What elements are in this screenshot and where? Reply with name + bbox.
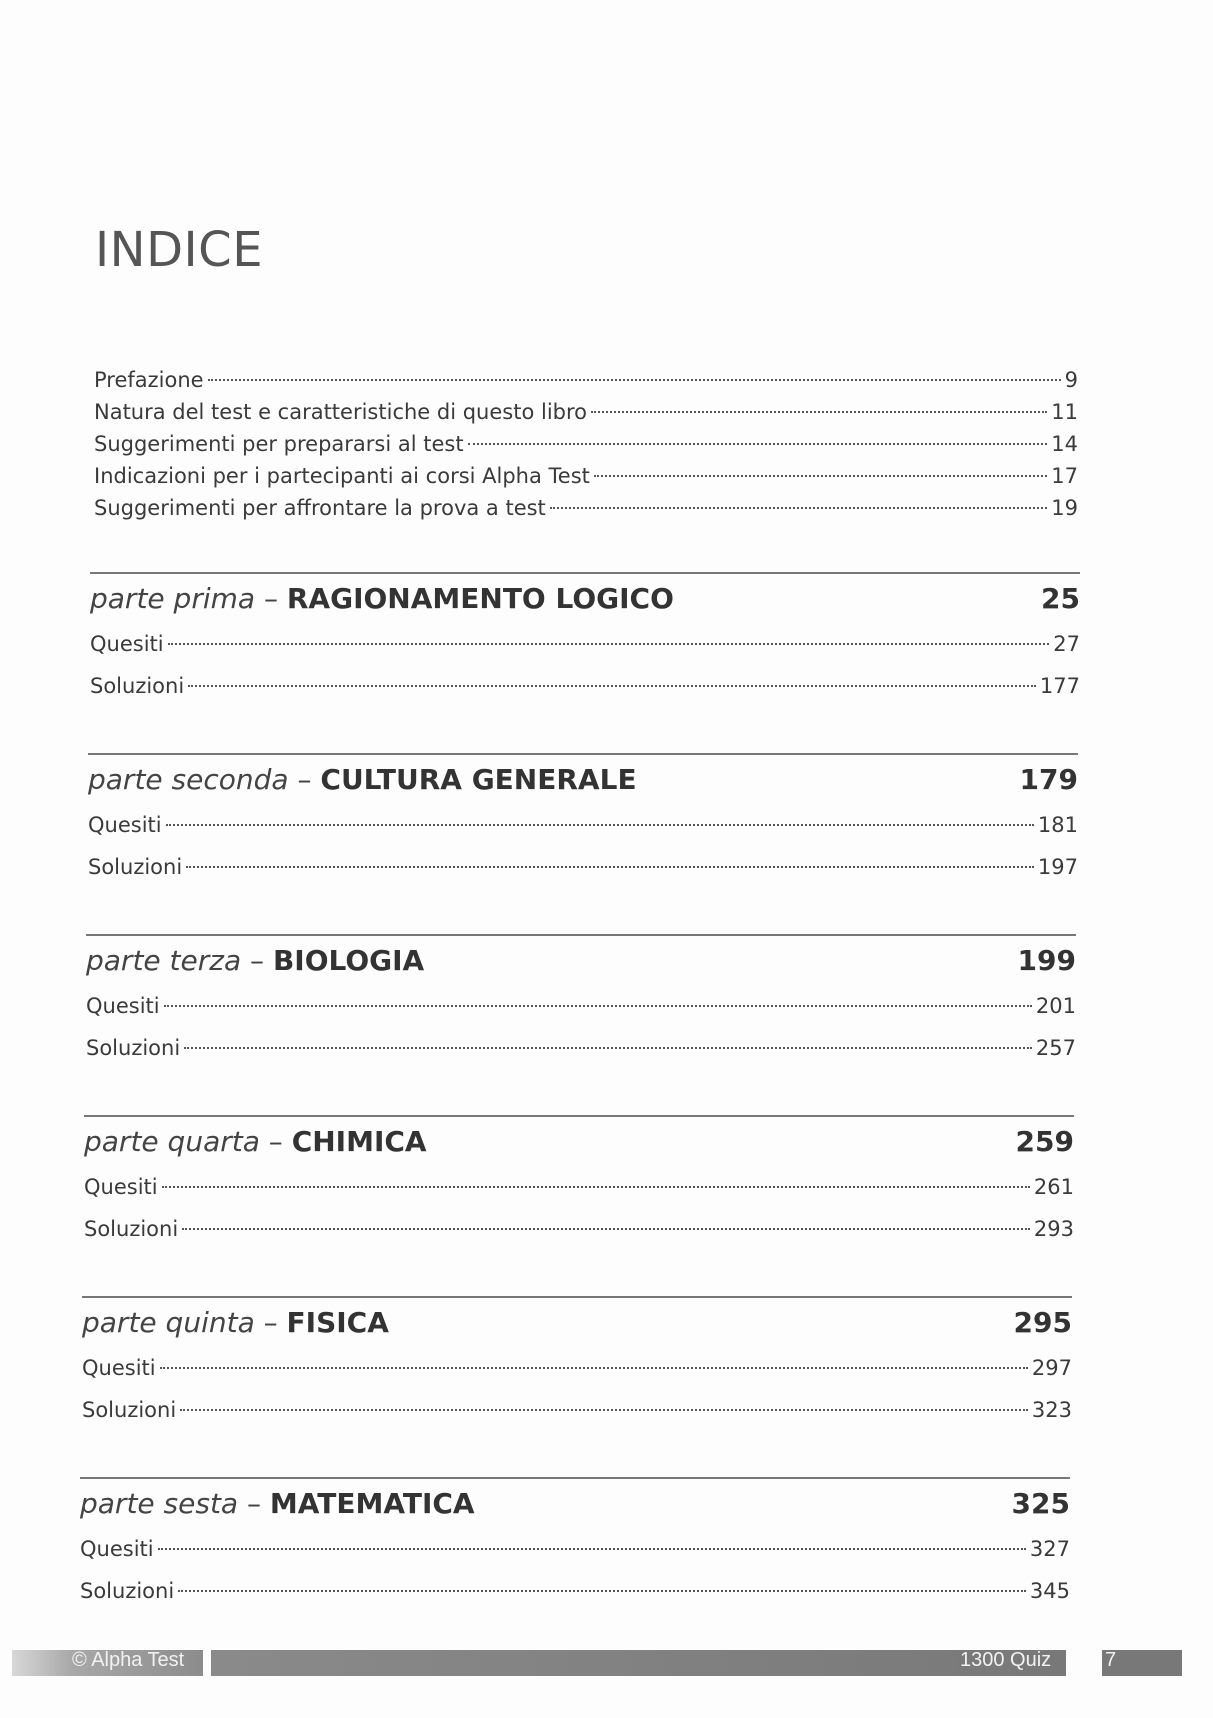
- section-page: 25: [1041, 582, 1080, 615]
- toc-entry-soluzioni[interactable]: [86, 1027, 1076, 1069]
- toc-entry-page: 9: [1064, 368, 1078, 392]
- toc-entry-quesiti[interactable]: [90, 623, 1080, 665]
- section-dash: –: [259, 1125, 292, 1158]
- section-page: 259: [1015, 1125, 1074, 1158]
- dot-leader: [166, 824, 1034, 826]
- toc-entry-label: Prefazione: [94, 368, 204, 392]
- section-heading[interactable]: [86, 944, 1076, 977]
- toc-entry-soluzioni[interactable]: [84, 1208, 1074, 1250]
- dot-leader: [158, 1548, 1026, 1550]
- toc-entry-page: 257: [1035, 1036, 1076, 1060]
- section-dash: –: [254, 1306, 287, 1339]
- footer-separator: [203, 1650, 211, 1676]
- toc-entry-label: Soluzioni: [80, 1579, 175, 1603]
- section-dash: –: [238, 1487, 270, 1520]
- toc-entry-label: Suggerimenti per prepararsi al test: [94, 432, 464, 456]
- section-divider: [84, 1115, 1074, 1117]
- section-name: CULTURA GENERALE: [320, 763, 637, 796]
- toc-entry-page: 297: [1031, 1356, 1072, 1380]
- toc-entry-page: 11: [1051, 400, 1078, 424]
- dot-leader: [550, 507, 1047, 509]
- toc-entry-page: 293: [1033, 1217, 1074, 1241]
- section-dash: –: [288, 763, 321, 796]
- toc-entry-soluzioni[interactable]: [80, 1570, 1070, 1612]
- section-chimica: [84, 1115, 1074, 1250]
- section-heading[interactable]: [90, 582, 1080, 615]
- toc-entry-page: 19: [1051, 496, 1078, 520]
- dot-leader: [468, 443, 1048, 445]
- toc-entry-label: Suggerimenti per affrontare la prova a test: [94, 496, 546, 520]
- section-part-label: parte terza: [86, 944, 242, 977]
- toc-entry-label: Quesiti: [82, 1356, 156, 1380]
- toc-entry-label: Soluzioni: [86, 1036, 181, 1060]
- section-page: 295: [1013, 1306, 1072, 1339]
- toc-entry-label: Soluzioni: [90, 674, 185, 698]
- dot-leader: [168, 643, 1050, 645]
- section-dash: –: [255, 582, 287, 615]
- toc-entry-label: Soluzioni: [88, 855, 183, 879]
- section-matematica: [80, 1477, 1070, 1612]
- toc-entry-quesiti[interactable]: [80, 1528, 1070, 1570]
- dot-leader: [591, 411, 1047, 413]
- toc-entry-soluzioni[interactable]: [82, 1389, 1072, 1431]
- section-title: [80, 1487, 475, 1520]
- dot-leader: [178, 1590, 1026, 1592]
- section-title: [86, 944, 424, 977]
- section-page: 179: [1019, 763, 1078, 796]
- section-biologia: [86, 934, 1076, 1069]
- toc-entry-page: 177: [1039, 674, 1080, 698]
- section-heading[interactable]: [88, 763, 1078, 796]
- toc-entry-label: Indicazioni per i partecipanti ai corsi Alpha Test: [94, 464, 590, 488]
- section-name: FISICA: [286, 1306, 389, 1339]
- toc-entry-soluzioni[interactable]: [90, 665, 1080, 707]
- toc-entry-soluzioni[interactable]: [88, 846, 1078, 888]
- toc-entry-page: 323: [1031, 1398, 1072, 1422]
- toc-entry-quesiti[interactable]: [88, 804, 1078, 846]
- section-name: BIOLOGIA: [272, 944, 425, 977]
- section-dash: –: [241, 944, 273, 977]
- section-title: [88, 763, 637, 796]
- dot-leader: [594, 475, 1047, 477]
- section-divider: [88, 753, 1078, 755]
- toc-entry-page: 201: [1035, 994, 1076, 1018]
- toc-entry-page: 27: [1053, 632, 1080, 656]
- section-part-label: parte prima: [90, 582, 256, 615]
- section-name: CHIMICA: [291, 1125, 427, 1158]
- intro-list: [94, 364, 1078, 524]
- section-divider: [90, 572, 1080, 574]
- toc-entry-natura-del-test[interactable]: [94, 396, 1078, 428]
- toc-entry-indicazioni-partecipanti[interactable]: [94, 460, 1078, 492]
- toc-entry-quesiti[interactable]: [82, 1347, 1072, 1389]
- section-part-label: parte quarta: [84, 1125, 260, 1158]
- page-footer: [0, 1648, 1213, 1678]
- section-title: [84, 1125, 427, 1158]
- dot-leader: [184, 1047, 1032, 1049]
- dot-leader: [208, 379, 1061, 381]
- dot-leader: [180, 1409, 1028, 1411]
- toc-entry-label: Soluzioni: [82, 1398, 177, 1422]
- toc-entry-page: 261: [1033, 1175, 1074, 1199]
- section-divider: [86, 934, 1076, 936]
- toc-entry-label: Soluzioni: [84, 1217, 179, 1241]
- footer-copyright: © Alpha Test: [72, 1649, 185, 1671]
- footer-book-title: 1300 Quiz: [960, 1649, 1052, 1671]
- toc-entry-label: Quesiti: [80, 1537, 154, 1561]
- dot-leader: [182, 1228, 1030, 1230]
- toc-entry-label: Quesiti: [90, 632, 164, 656]
- toc-entry-quesiti[interactable]: [84, 1166, 1074, 1208]
- section-ragionamento-logico: [90, 572, 1080, 707]
- toc-entry-page: 327: [1029, 1537, 1070, 1561]
- section-part-label: parte sesta: [80, 1487, 239, 1520]
- section-name: MATEMATICA: [269, 1487, 475, 1520]
- toc-entry-prefazione[interactable]: [94, 364, 1078, 396]
- section-fisica: [82, 1296, 1072, 1431]
- section-part-label: parte seconda: [88, 763, 289, 796]
- section-heading[interactable]: [82, 1306, 1072, 1339]
- toc-entry-label: Quesiti: [86, 994, 160, 1018]
- toc-entry-page: 345: [1029, 1579, 1070, 1603]
- section-title: [90, 582, 674, 615]
- section-page: 199: [1017, 944, 1076, 977]
- section-heading[interactable]: [80, 1487, 1070, 1520]
- section-name: RAGIONAMENTO LOGICO: [286, 582, 674, 615]
- dot-leader: [188, 685, 1036, 687]
- footer-separator: [1066, 1650, 1102, 1676]
- toc-entry-label: Quesiti: [84, 1175, 158, 1199]
- toc-entry-label: Natura del test e caratteristiche di questo libro: [94, 400, 588, 424]
- section-divider: [82, 1296, 1072, 1298]
- section-divider: [80, 1477, 1070, 1479]
- toc-entry-quesiti[interactable]: [86, 985, 1076, 1027]
- section-part-label: parte quinta: [82, 1306, 255, 1339]
- page-title: INDICE: [95, 222, 264, 279]
- toc-entry-label: Quesiti: [88, 813, 162, 837]
- toc-entry-suggerimenti-prepararsi[interactable]: [94, 428, 1078, 460]
- toc-entry-page: 181: [1037, 813, 1078, 837]
- dot-leader: [186, 866, 1034, 868]
- dot-leader: [160, 1367, 1028, 1369]
- section-title: [82, 1306, 389, 1339]
- section-cultura-generale: [88, 753, 1078, 888]
- section-heading[interactable]: [84, 1125, 1074, 1158]
- toc-entry-suggerimenti-affrontare[interactable]: [94, 492, 1078, 524]
- dot-leader: [164, 1005, 1032, 1007]
- section-page: 325: [1011, 1487, 1070, 1520]
- dot-leader: [162, 1186, 1030, 1188]
- footer-page-number: 7: [1105, 1649, 1117, 1671]
- toc-entry-page: 197: [1037, 855, 1078, 879]
- toc-entry-page: 17: [1051, 464, 1078, 488]
- toc-entry-page: 14: [1051, 432, 1078, 456]
